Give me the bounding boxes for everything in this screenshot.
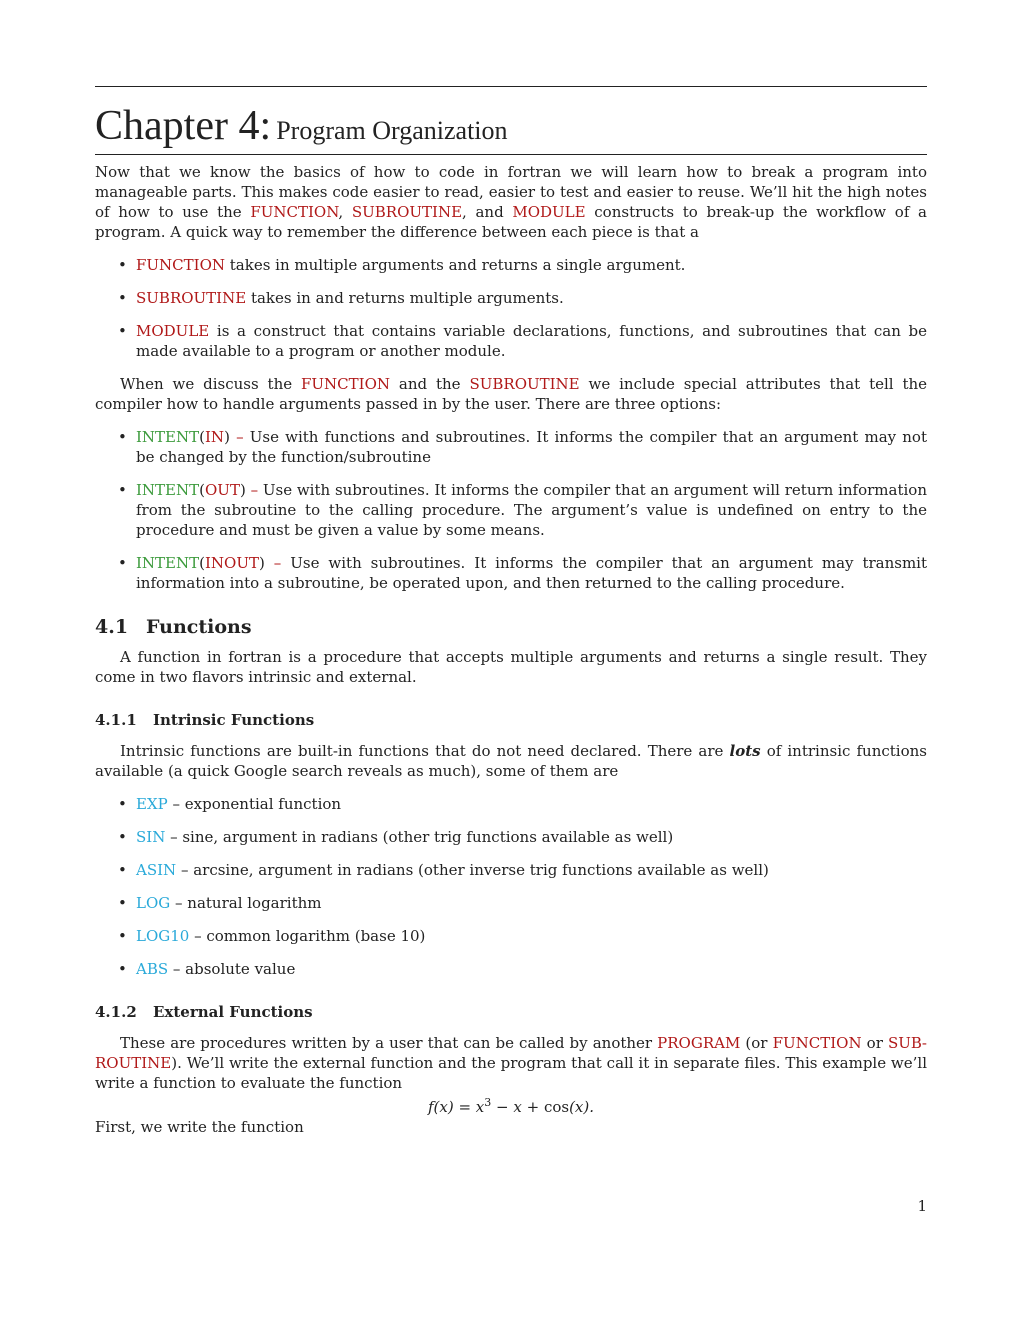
eq-part: (x).	[569, 1098, 595, 1116]
intrinsic-keyword: EXP	[136, 795, 168, 813]
intrinsic-keyword: ABS	[136, 960, 169, 978]
list-item	[95, 255, 927, 275]
page-number: 1	[917, 1197, 927, 1215]
equation	[95, 1093, 927, 1117]
list-item	[95, 860, 927, 880]
section-number: 4.1	[95, 616, 129, 638]
list-item	[95, 794, 927, 814]
eq-part: (x) = x	[433, 1098, 485, 1116]
external-text: ). We’ll write the external function and the program that call it in separate files. This example we’ll write a function to evaluate the function	[95, 1054, 927, 1092]
function-keyword: FUNCTION	[772, 1034, 862, 1052]
intrinsic-keyword: SIN	[136, 828, 166, 846]
list-text: – sine, argument in radians (other trig functions available as well)	[165, 828, 674, 846]
intent-text: When we discuss the	[120, 375, 301, 393]
subsection-heading	[95, 1002, 927, 1022]
external-text: or	[861, 1034, 888, 1052]
eq-exponent: 3	[484, 1096, 492, 1109]
dash: –	[229, 428, 250, 446]
external-text: These are procedures written by a user that can be called by another	[120, 1034, 658, 1052]
intent-arg: INOUT	[205, 554, 259, 572]
intrinsic-text: of intrinsic functions available (a quick Google search reveals as much), some of them are	[95, 742, 927, 780]
module-keyword: MODULE	[512, 203, 586, 221]
intrinsic-text: Intrinsic functions are built-in functions that do not need declared. There are	[120, 742, 730, 760]
paren: )	[259, 554, 265, 572]
intrinsic-list	[95, 794, 927, 979]
page	[95, 0, 928, 1215]
list-item	[95, 893, 927, 913]
list-item	[95, 321, 927, 361]
subroutine-keyword: SUBROUTINE	[95, 1034, 927, 1072]
program-keyword: PROGRAM	[657, 1034, 741, 1052]
paren: (	[199, 554, 205, 572]
dash: –	[245, 481, 263, 499]
subroutine-keyword: SUBROUTINE	[351, 203, 463, 221]
intro-comma: ,	[338, 203, 352, 221]
list-text: is a construct that contains variable declarations, functions, and subroutines that can be made available to a program or another module.	[136, 322, 927, 360]
function-keyword: FUNCTION	[301, 375, 391, 393]
intent-keyword: INTENT	[136, 554, 200, 572]
chapter-heading	[95, 87, 927, 154]
subsection-number: 4.1.2	[95, 1003, 137, 1021]
list-text: – arcsine, argument in radians (other inverse trig functions available as well)	[176, 861, 769, 879]
external-paragraph	[95, 1033, 927, 1093]
section-paragraph: A function in fortran is a procedure that accepts multiple arguments and returns a single result. They come in two flavors intrinsic and external.	[95, 648, 927, 686]
paren: )	[224, 428, 230, 446]
intent-text: we include special attributes that tell the compiler how to handle arguments passed in by the user. There are three options:	[95, 375, 928, 413]
paren: (	[199, 481, 205, 499]
list-keyword: SUBROUTINE	[136, 289, 247, 307]
function-keyword: FUNCTION	[250, 203, 339, 221]
intent-list	[95, 427, 927, 593]
paren: (	[199, 428, 205, 446]
intent-paragraph	[95, 374, 927, 414]
list-keyword: MODULE	[136, 322, 210, 340]
intro-and: , and	[462, 203, 513, 221]
subsection-number: 4.1.1	[95, 711, 137, 729]
intent-keyword: INTENT	[136, 428, 200, 446]
intrinsic-keyword: LOG	[136, 894, 171, 912]
list-item	[95, 926, 927, 946]
list-text: – absolute value	[168, 960, 296, 978]
list-text: takes in multiple arguments and returns a single argument.	[225, 256, 686, 274]
intro-paragraph	[95, 162, 927, 242]
eq-lhs: f	[427, 1098, 434, 1116]
intrinsic-keyword: LOG10	[136, 927, 190, 945]
list-item	[95, 288, 927, 308]
list-text: takes in and returns multiple arguments.	[246, 289, 564, 307]
subsection-title: Intrinsic Functions	[153, 711, 315, 729]
dash: –	[264, 554, 291, 572]
intent-arg: IN	[205, 428, 225, 446]
intent-arg: OUT	[205, 481, 240, 499]
pieces-list	[95, 255, 927, 361]
intro-text-end: constructs to break-up the workflow of a program. A quick way to remember the difference between each piece is that a	[95, 203, 927, 241]
closing-line: First, we write the function	[95, 1118, 304, 1136]
intrinsic-paragraph	[95, 741, 927, 781]
section-heading	[95, 616, 927, 638]
list-text: Use with functions and subroutines. It informs the compiler that an argument may not be changed by the function/subroutine	[136, 428, 927, 466]
intent-text: and the	[390, 375, 470, 393]
external-text: (or	[740, 1034, 773, 1052]
paren: )	[239, 481, 246, 499]
list-text: – exponential function	[167, 795, 342, 813]
list-text: Use with subroutines. It informs the compiler that an argument may transmit information into a subroutine, be operated upon, and then returned to the calling procedure.	[136, 554, 927, 592]
subsection-title: External Functions	[153, 1003, 313, 1021]
chapter-rule	[95, 154, 927, 155]
intent-keyword: INTENT	[136, 481, 200, 499]
emphasis: lots	[729, 742, 761, 760]
list-item	[95, 480, 927, 540]
chapter-label: Chapter 4:	[95, 103, 272, 149]
intrinsic-keyword: ASIN	[136, 861, 177, 879]
list-item	[95, 959, 927, 979]
subsection-heading	[95, 710, 927, 730]
chapter-title: Program Organization	[276, 116, 508, 145]
list-item	[95, 827, 927, 847]
subroutine-keyword: SUBROUTINE	[469, 375, 580, 393]
list-item	[95, 553, 927, 593]
eq-part: − x +	[491, 1098, 544, 1116]
list-text: Use with subroutines. It informs the compiler that an argument will return information from the subroutine to the calling procedure. The argument’s value is undefined on entry to the procedure and must be given a value by some means.	[136, 481, 927, 539]
list-item	[95, 427, 927, 467]
section-title: Functions	[146, 616, 252, 638]
eq-cos: cos	[543, 1098, 570, 1116]
list-text: – common logarithm (base 10)	[189, 927, 426, 945]
intro-text: Now that we know the basics of how to code in fortran we will learn how to break a program into manageable parts. This makes code easier to read, easier to test and easier to reuse. We’ll hit the high notes of how to use the	[95, 163, 927, 221]
list-text: – natural logarithm	[170, 894, 322, 912]
list-keyword: FUNCTION	[136, 256, 226, 274]
